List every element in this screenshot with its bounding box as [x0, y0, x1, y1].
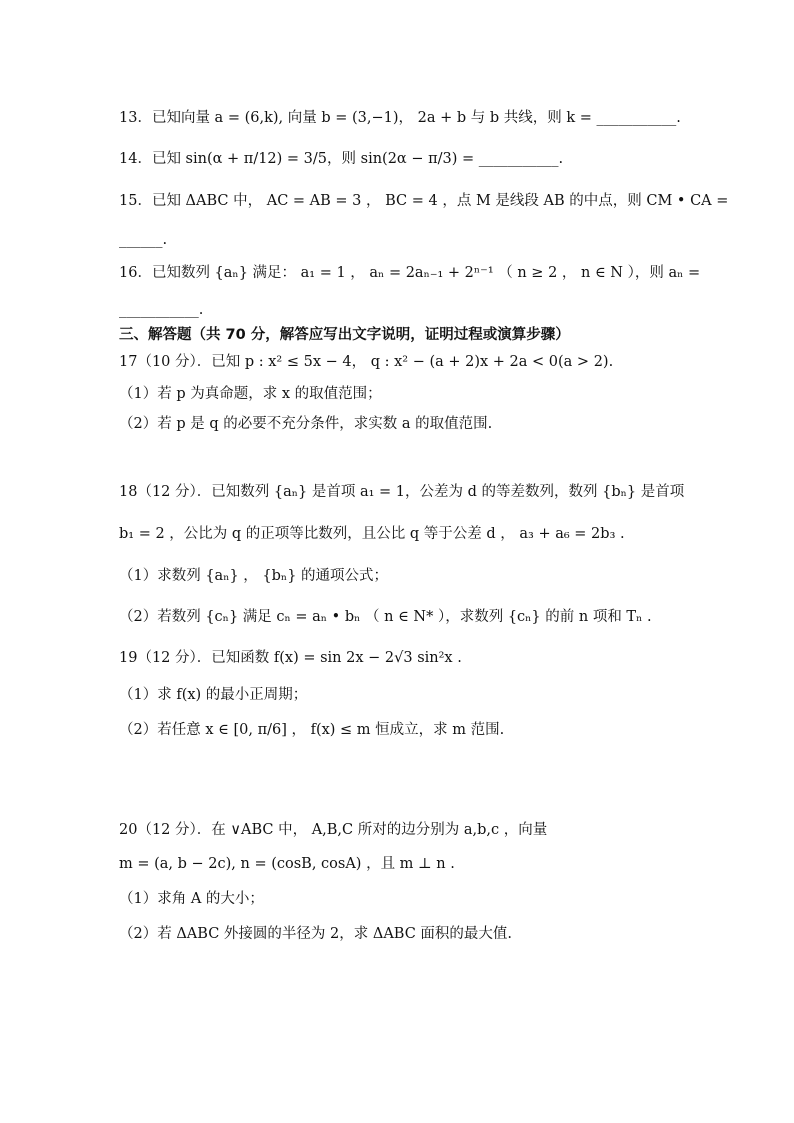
question-13: 13．已知向量 a = (6,k), 向量 b = (3,−1)， 2a + b 与 b 共线，则 k = ___________. — [119, 110, 681, 126]
question-19: 19（12 分）．已知函数 f(x) = sin 2x − 2√3 sin²x . — [119, 650, 462, 666]
question-20-line1: 20（12 分）．在 ∨ABC 中， A,B,C 所对的边分别为 a,b,c ，向量 — [119, 822, 548, 838]
question-18-part-1: （1）求数列 {aₙ} ， {bₙ} 的通项公式； — [119, 568, 389, 584]
question-17: 17（10 分）．已知 p : x² ≤ 5x − 4， q : x² − (a + 2)x + 2a < 0(a > 2). — [119, 354, 614, 370]
question-16-answer-blank: ___________. — [119, 302, 204, 318]
question-14: 14．已知 sin(α + π/12) = 3/5，则 sin(2α − π/3) = ___________. — [119, 151, 564, 167]
question-19-part-1: （1）求 f(x) 的最小正周期； — [119, 687, 308, 703]
question-15-answer-blank: ______. — [119, 232, 168, 248]
section-3-heading: 三、解答题（共 70 分，解答应写出文字说明，证明过程或演算步骤） — [119, 327, 570, 343]
question-18-line1: 18（12 分）．已知数列 {aₙ} 是首项 a₁ = 1，公差为 d 的等差数列，数列 {bₙ} 是首项 — [119, 484, 685, 500]
question-20-part-2: （2）若 ΔABC 外接圆的半径为 2，求 ΔABC 面积的最大值. — [119, 926, 513, 942]
question-17-part-1: （1）若 p 为真命题，求 x 的取值范围； — [119, 386, 382, 402]
question-15-line1: 15．已知 ΔABC 中， AC = AB = 3 ， BC = 4 ，点 M 是线段 AB 的中点，则 CM • CA = — [119, 193, 729, 209]
question-19-part-2: （2）若任意 x ∈ [0, π/6] ， f(x) ≤ m 恒成立，求 m 范围. — [119, 722, 505, 738]
question-16-line1: 16．已知数列 {aₙ} 满足： a₁ = 1 ， aₙ = 2aₙ₋₁ + 2ⁿ⁻¹ （ n ≥ 2 ， n ∈ N ），则 aₙ = — [119, 265, 701, 281]
question-20-part-1: （1）求角 A 的大小； — [119, 891, 264, 907]
question-18-line2: b₁ = 2 ，公比为 q 的正项等比数列，且公比 q 等于公差 d ， a₃ + a₆ = 2b₃ . — [119, 526, 625, 542]
question-20-line2: m = (a, b − 2c), n = (cosB, cosA) ，且 m ⊥ n . — [119, 856, 455, 872]
question-17-part-2: （2）若 p 是 q 的必要不充分条件，求实数 a 的取值范围. — [119, 416, 493, 432]
question-18-part-2: （2）若数列 {cₙ} 满足 cₙ = aₙ • bₙ （ n ∈ N* ），求数列 {cₙ} 的前 n 项和 Tₙ . — [119, 609, 652, 625]
